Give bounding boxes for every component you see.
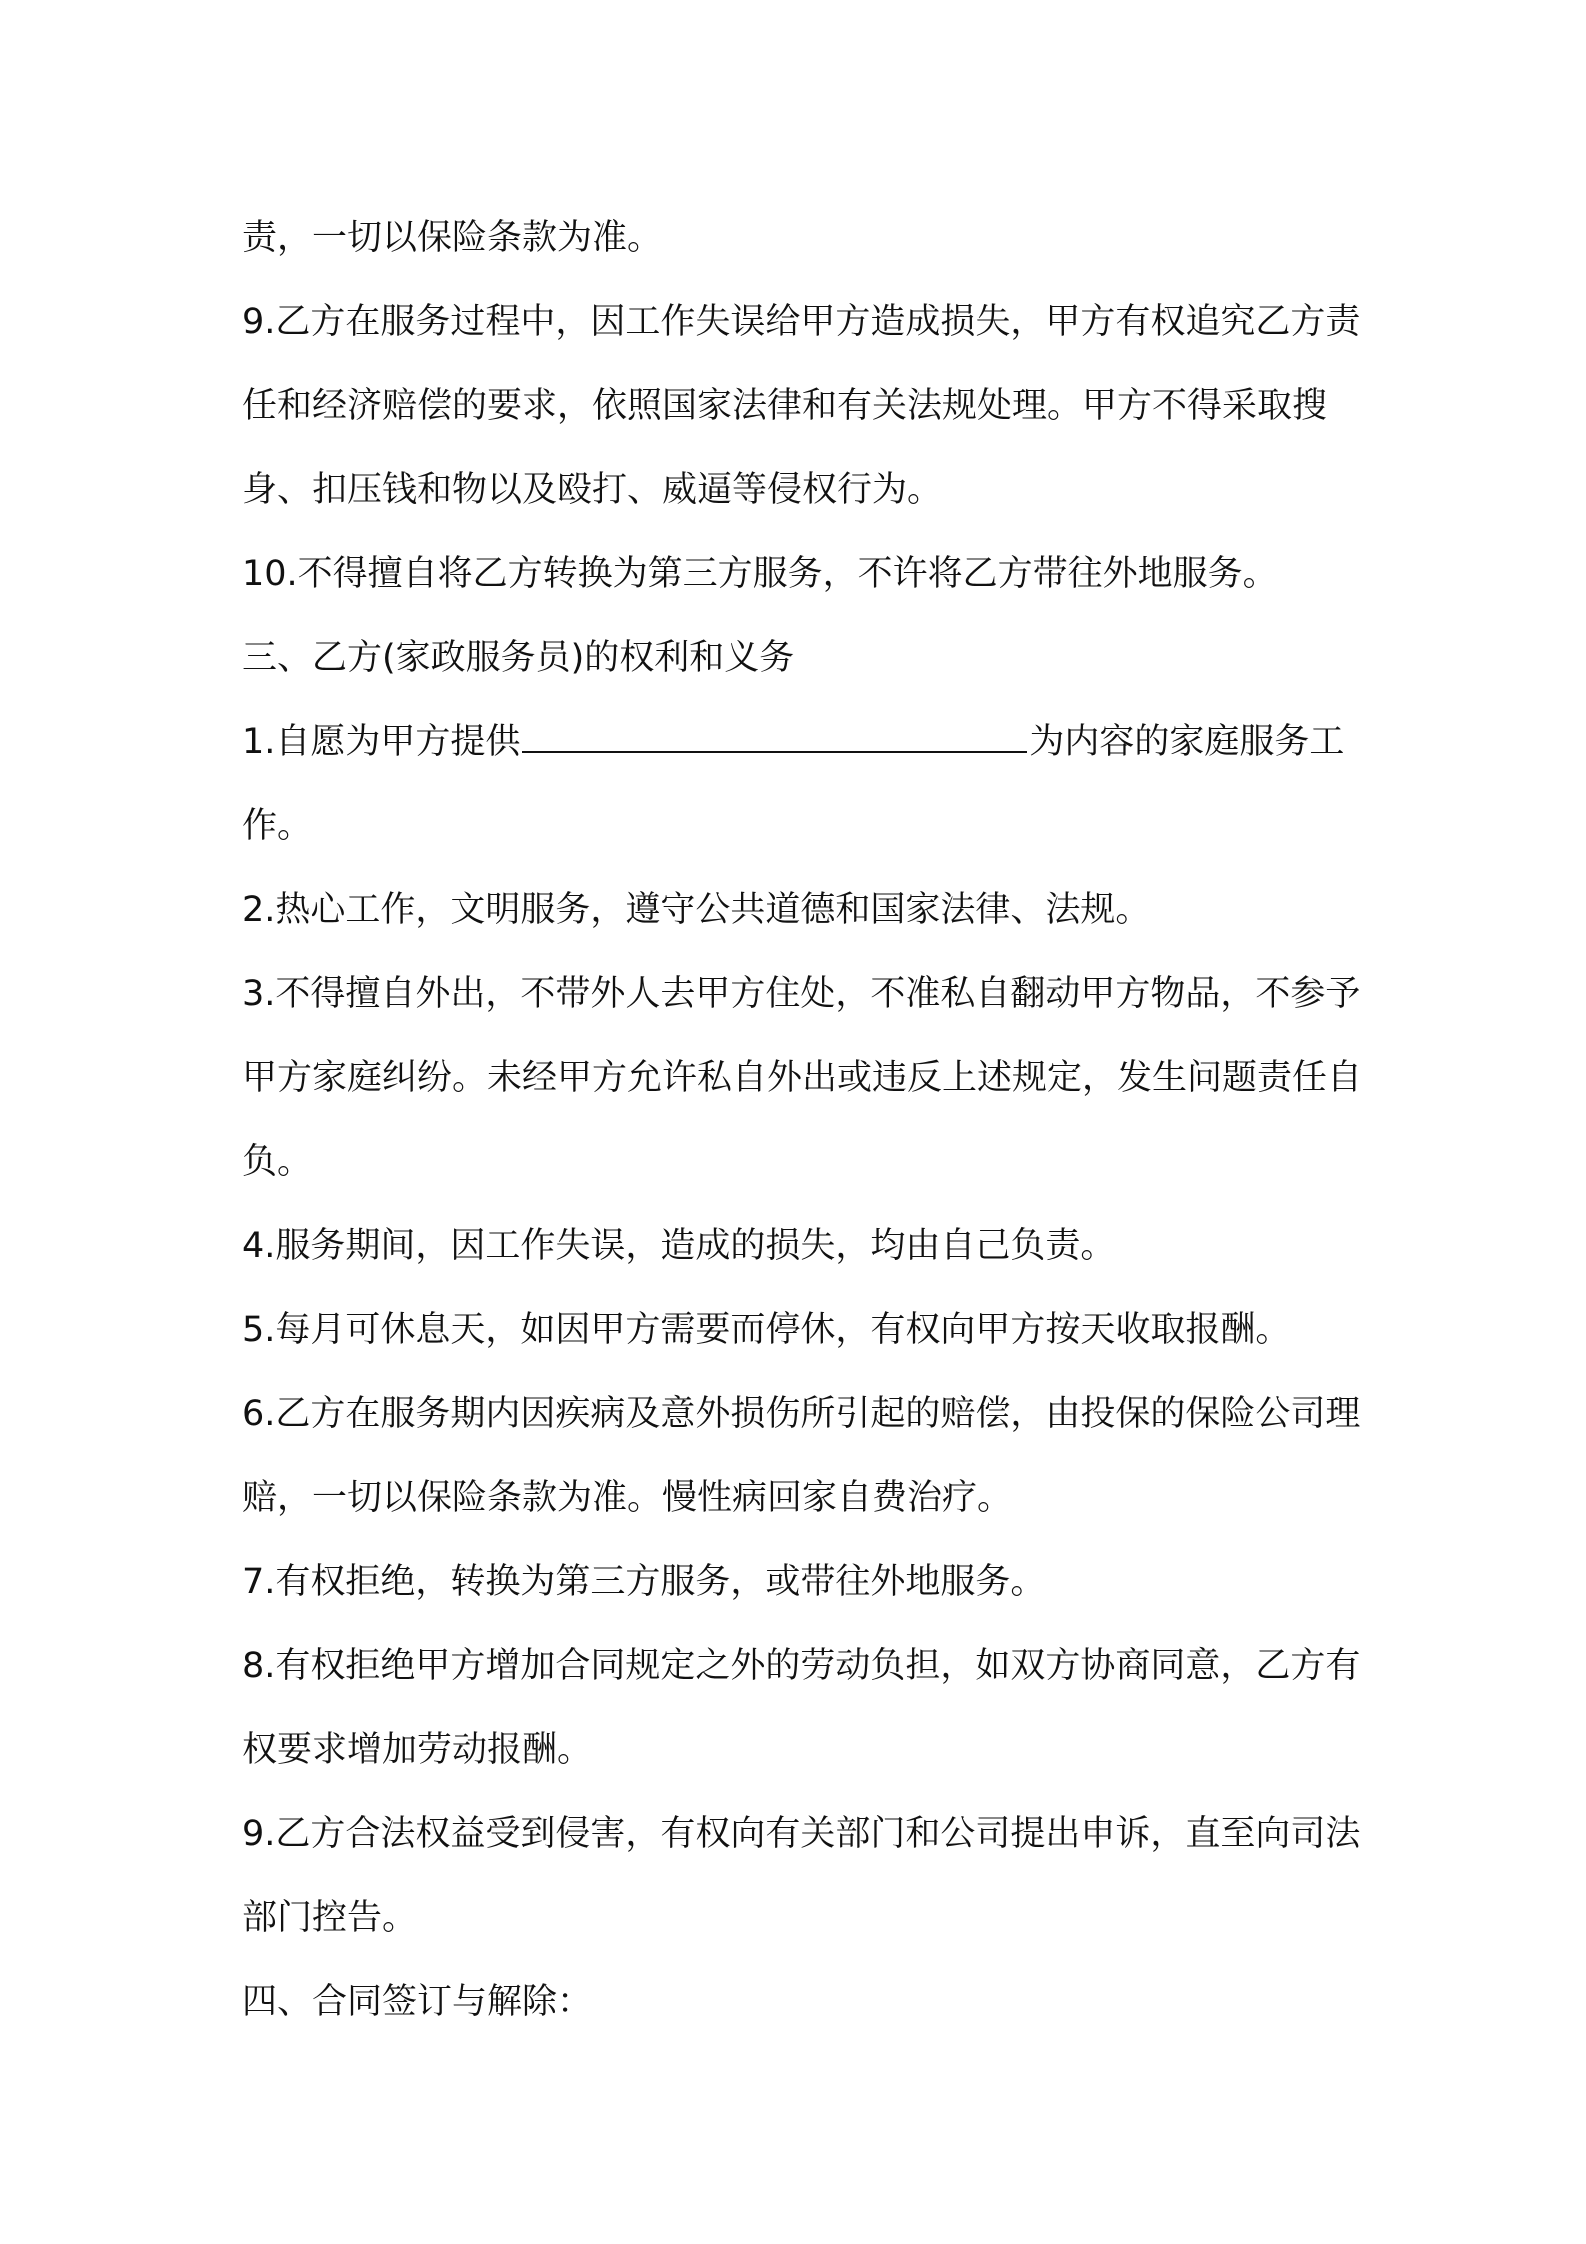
paragraph-clause-5-party-b: 5.每月可休息天，如因甲方需要而停休，有权向甲方按天收取报酬。 [242,1310,1291,1350]
document-body [242,196,1362,2044]
paragraph-clause-2-party-b: 2.热心工作，文明服务，遵守公共道德和国家法律、法规。 [242,890,1151,930]
paragraph-clause-4-party-b: 4.服务期间，因工作失误，造成的损失，均由自己负责。 [242,1226,1116,1266]
section-heading-party-b-rights: 三、乙方(家政服务员)的权利和义务 [242,638,795,678]
clause-1-text-before: 1.自愿为甲方提供 [242,722,521,762]
paragraph-clause-8-party-b: 8.有权拒绝甲方增加合同规定之外的劳动负担，如双方协商同意，乙方有权要求增加劳动报酬。 [242,1646,1361,1770]
paragraph-clause-9-party-b: 9.乙方合法权益受到侵害，有权向有关部门和公司提出申诉，直至向司法部门控告。 [242,1814,1361,1938]
paragraph-clause-7-party-b: 7.有权拒绝，转换为第三方服务，或带往外地服务。 [242,1562,1046,1602]
paragraph-clause-6-party-b: 6.乙方在服务期内因疾病及意外损伤所引起的赔偿，由投保的保险公司理赔，一切以保险条款为准。慢性病回家自费治疗。 [242,1394,1361,1518]
paragraph-clause-10-party-a: 10.不得擅自将乙方转换为第三方服务，不许将乙方带往外地服务。 [242,554,1278,594]
clause-1-text-after: 为内容的家庭服务工作。 [242,722,1345,846]
paragraph-clause-1-party-b [242,700,1362,868]
paragraph-clause-3-party-b: 3.不得擅自外出，不带外人去甲方住处，不准私自翻动甲方物品，不参予甲方家庭纠纷。未经甲方允许私自外出或违反上述规定，发生问题责任自负。 [242,974,1363,1182]
paragraph-insurance-clause-end: 责，一切以保险条款为准。 [242,218,663,258]
fill-in-blank-line [522,707,1027,753]
section-heading-contract-signing: 四、合同签订与解除： [242,1982,593,2022]
paragraph-clause-9-party-a: 9.乙方在服务过程中，因工作失误给甲方造成损失，甲方有权追究乙方责任和经济赔偿的要求，依照国家法律和有关法规处理。甲方不得采取搜身、扣压钱和物以及殴打、威逼等侵权行为。 [242,302,1361,510]
